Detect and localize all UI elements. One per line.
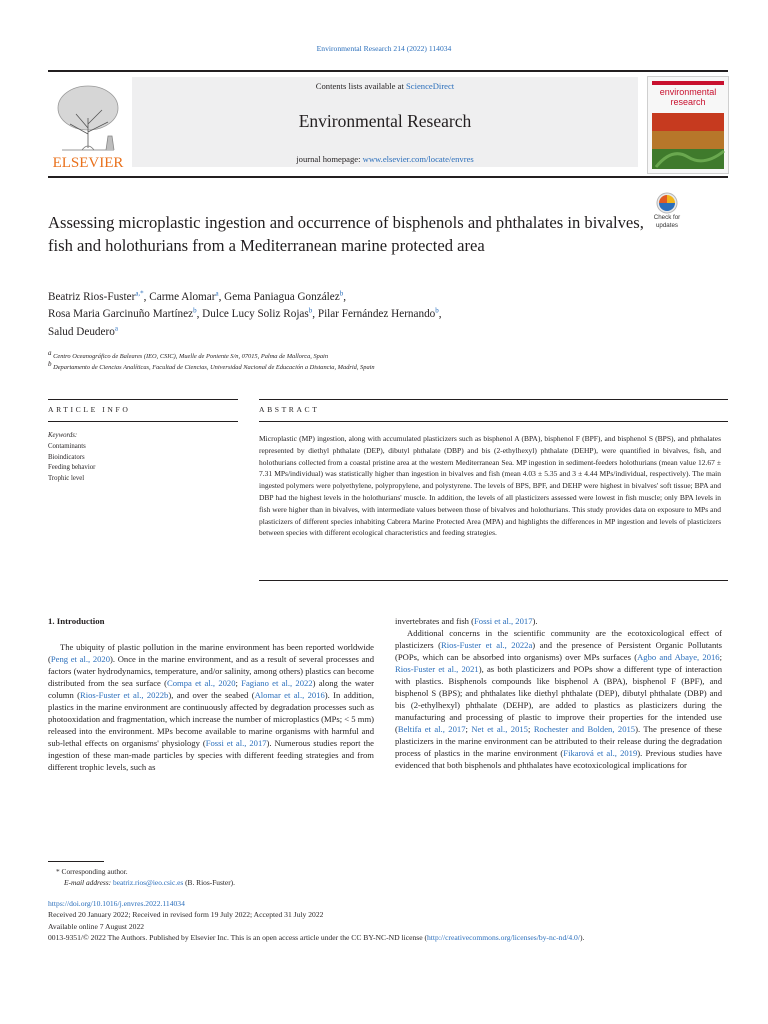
journal-citation-link[interactable]: Environmental Research 214 (2022) 114034 [316, 44, 452, 53]
citation-link[interactable]: Rios-Fuster et al., 2021 [395, 663, 479, 674]
journal-homepage-line: journal homepage: www.elsevier.com/locate/envres [296, 154, 474, 164]
license-statement: 0013-9351/© 2022 The Authors. Published by Elsevier Inc. This is an open access article under the CC BY-NC-ND license (http://creativecommons.org/licenses/by-nc-nd/4.0/). [48, 932, 585, 942]
footnotes [48, 866, 728, 888]
check-for-updates-icon [646, 190, 688, 230]
journal-info-box [132, 77, 638, 167]
body-text: ; [465, 723, 472, 734]
citation-link[interactable]: Agbo and Abaye, 2016 [637, 651, 720, 662]
body-text: ; [235, 677, 242, 688]
author-name: Gema Paniagua González [224, 291, 340, 303]
continued-paragraph [395, 616, 722, 628]
author-name: Rosa Maria Garcinuño Martínez [48, 308, 194, 321]
affiliation-b: $^b$ Departamento de Ciencias Analíticas, Facultad de Ciencias, Universidad Nacional de Educación a Distancia, Madrid, Spain [48, 359, 375, 371]
journal-cover-image[interactable] [647, 76, 729, 174]
author-name: Beatriz Rios-Fuster [48, 291, 136, 303]
abstract-text: Microplastic (MP) ingestion, along with accumulated plasticizers such as bisphenol A (BPA), bisphenol F (BPF), and bisphenol S (BPS), and phthalates represented by diethyl phthalate (DEP), dibutyl phthalate (DBP) and bis (2-ethylhexyl) phthalate (DEHP), were quantified in bivalves, fish, and holothurians collected from a coastal pristine area at the western Mediterranean Sea. MP ingestion in sediment-feeders holothurians (mean value 12.67 ± 7.31 MPs/individual) was statistically higher than ingestion in bivalves and fish (mean 4.03 ± 5.35 and 3 ± 4.44 MPs/individual, respectively). The main ingested polymers were polyethylene, polypropylene, and polystyrene. The levels of BPS, BPF, and DEHP were highest in bivalves' soft tissue; BPA and DBP had the highest levels in the holothurians' muscle. In addition, the levels of all plasticizers assessed were lowest in fish muscle; only BPA levels in fish were higher than in bivalves, with intermediate values between those of bivalves and holothurians. This study provides data on exposure to MPs and plasticizers of different species inhabiting Cabrera Marine Protected Area (MPA) and highlights the differences in MP ingestion and levels of plasticizers between species with different ecological characteristics and feeding strategies. [259, 434, 721, 538]
author-affiliation-link[interactable]: a,* [135, 289, 144, 298]
email-link[interactable]: beatriz.rios@ieo.csic.es [113, 878, 184, 888]
elsevier-logo[interactable] [48, 78, 128, 170]
journal-cover-icon [648, 77, 728, 173]
author-name: Carme Alomar [149, 291, 216, 303]
citation-link[interactable]: Fossi et al., 2017 [205, 737, 267, 748]
body-text: ; [527, 723, 534, 734]
author-list: Beatriz Rios-Fuster$^{a,*}$, Carme Alomar$^a$, Gema Paniagua González$^b$, Rosa Maria Garcinuño Martínez$^b$, Dulce Lucy Soliz Rojas$^b$, Pilar Fernández Hernando$^b$, Salud Deudero$^a$ [48, 289, 442, 338]
sciencedirect-link[interactable]: ScienceDirect [406, 81, 455, 91]
article-title: Assessing microplastic ingestion and occurrence of bisphenols and phthalates in bivalves, fish and holothurians from a Mediterranean marine protected area [48, 213, 644, 255]
author-affiliation-link[interactable]: b [339, 289, 344, 298]
citation-link[interactable]: Fagiano et al., 2022 [241, 677, 313, 688]
keyword-item: Contaminants [48, 442, 86, 450]
body-text: ). Numerous studies report the ingestion of these man-made particles by species with different feeding strategies and from different trophic levels, such as [48, 737, 374, 772]
article-info-rule-top [48, 399, 238, 400]
body-text: ; [719, 651, 722, 662]
body-right-column [395, 616, 722, 772]
article-info-heading: ARTICLE INFO [48, 405, 131, 414]
journal-name: Environmental Research [298, 111, 472, 131]
body-text: The ubiquity of plastic pollution in the marine environment has been reported worldwide ( [48, 641, 374, 664]
journal-masthead [48, 70, 728, 178]
citation-link[interactable]: Alomar et al., 2016 [254, 689, 325, 700]
citation-link[interactable]: Rios-Fuster et al., 2022a [441, 639, 533, 650]
body-text: invertebrates and fish ( [395, 616, 474, 626]
abstract-rule-top [259, 399, 728, 400]
svg-text:Check for: Check for [653, 214, 681, 221]
body-text: ). [532, 616, 538, 626]
available-online-date: Available online 7 August 2022 [48, 921, 145, 931]
abstract-heading: ABSTRACT [259, 405, 320, 414]
body-text: ), as both plasticizers and POPs show a different type of interaction with plastics. Bisphenols compounds like bisphenol A (BPA), bisphenol F (BPF), and bisphenol S (BPS); and phthalates like diethyl phthalate (DEP), dibutyl phthalate (DBP) and bis (2-ethylhexyl) phthalate (DEHP), are added to plastics as plasticizers during the manufacturing and processing of plastic to improve their properties for the intended use ( [395, 663, 722, 734]
author-affiliation-link[interactable]: b [193, 306, 197, 315]
keywords-block [48, 431, 238, 485]
author-name: Pilar Fernández Hernando [317, 308, 436, 321]
license-link[interactable]: http://creativecommons.org/licenses/by-nc-nd/4.0/ [427, 932, 580, 942]
keyword-item: Trophic level [48, 475, 85, 483]
received-dates: Received 20 January 2022; Received in revised form 19 July 2022; Accepted 31 July 2022 [48, 910, 324, 920]
citation-link[interactable]: Fikarová et al., 2019 [563, 747, 638, 758]
intro-paragraph [48, 642, 374, 774]
citation-link[interactable]: Fossi et al., 2017 [474, 616, 533, 626]
footnote-rule [48, 861, 104, 862]
article-info-rule [48, 421, 238, 422]
article-bottom-info [48, 898, 728, 943]
plasticizers-paragraph [395, 628, 722, 772]
citation-link[interactable]: Peng et al., 2020 [50, 653, 111, 664]
abstract-rule-bottom [259, 580, 728, 581]
svg-text:research: research [670, 97, 706, 107]
body-text: ) and the presence of Persistent Organic Pollutants (POPs, which can be absorbed into organisms) over MPs surfaces ( [395, 639, 723, 662]
check-for-updates-button[interactable] [646, 190, 688, 230]
affiliation-a: $^a$ Centro Oceanográfico de Baleares (IEO, CSIC), Muelle de Poniente S/n, 07015, Palma de Mallorca, Spain [48, 348, 329, 360]
introduction-heading: 1. Introduction [48, 616, 105, 626]
elsevier-wordmark: ELSEVIER [52, 155, 124, 170]
corresponding-author-note: * Corresponding author. [56, 867, 128, 876]
citation-link[interactable]: Rochester and Bolden, 2015 [533, 723, 636, 734]
body-left-column [48, 616, 374, 774]
keywords-label: Keywords: [48, 432, 78, 439]
contents-available-line: Contents lists available at ScienceDirect [315, 81, 455, 91]
svg-text:environmental: environmental [659, 87, 717, 97]
keyword-item: Feeding behavior [48, 464, 96, 472]
author-name: Salud Deudero [48, 325, 115, 338]
author-name: Dulce Lucy Soliz Rojas [202, 308, 309, 321]
body-text: ). The presence of these plasticizers in the marine environment can be attributed to their release during the degradation process of plastics in the marine environment ( [395, 723, 722, 758]
author-affiliation-link[interactable]: b [308, 306, 313, 315]
doi-link[interactable]: https://doi.org/10.1016/j.envres.2022.114034 [48, 899, 185, 908]
author-affiliation-link[interactable]: b [435, 306, 439, 315]
svg-text:updates: updates [655, 222, 679, 229]
citation-link[interactable]: Beltifa et al., 2017 [397, 723, 466, 734]
affiliations [48, 348, 728, 373]
journal-homepage-link[interactable]: www.elsevier.com/locate/envres [362, 154, 474, 164]
body-text: ) along the water column ( [48, 677, 374, 700]
body-text: ), and over the seabed ( [168, 689, 255, 700]
citation-link[interactable]: Compa et al., 2020 [166, 677, 236, 688]
body-text: ). In addition, plastics in the marine environment are continuously affected by degradation processes such as photooxidation and fragmentation, which increase the number of microplastics (MPs; < 5 mm) released into the environment. MPs become available to marine organisms with harmful and sub-lethal effects on organisms' physiology ( [48, 689, 374, 748]
author-affiliation-link[interactable]: a [215, 289, 219, 298]
author-affiliation-link[interactable]: a [114, 324, 118, 333]
citation-link[interactable]: Net et al., 2015 [471, 723, 528, 734]
abstract-rule [259, 421, 728, 422]
body-text: ). Once in the marine environment, and as a result of several processes and factors (water hydrodynamics, temperature, and/or salinity, among others) plastics can become distributed from the sea surface ( [48, 653, 374, 688]
keyword-item: Bioindicators [48, 453, 85, 461]
email-note: E-mail address: beatriz.rios@ieo.csic.es (B. Rios-Fuster). [64, 878, 235, 888]
body-text: ). Previous studies have evidenced that both bisphenols and phthalates have ecotoxicological implications for [395, 747, 722, 770]
citation-link[interactable]: Rios-Fuster et al., 2022b [80, 689, 169, 700]
body-text: Additional concerns in the scientific community are the ecotoxicological effect of plasticizers ( [395, 627, 722, 650]
elsevier-tree-icon [48, 78, 128, 170]
